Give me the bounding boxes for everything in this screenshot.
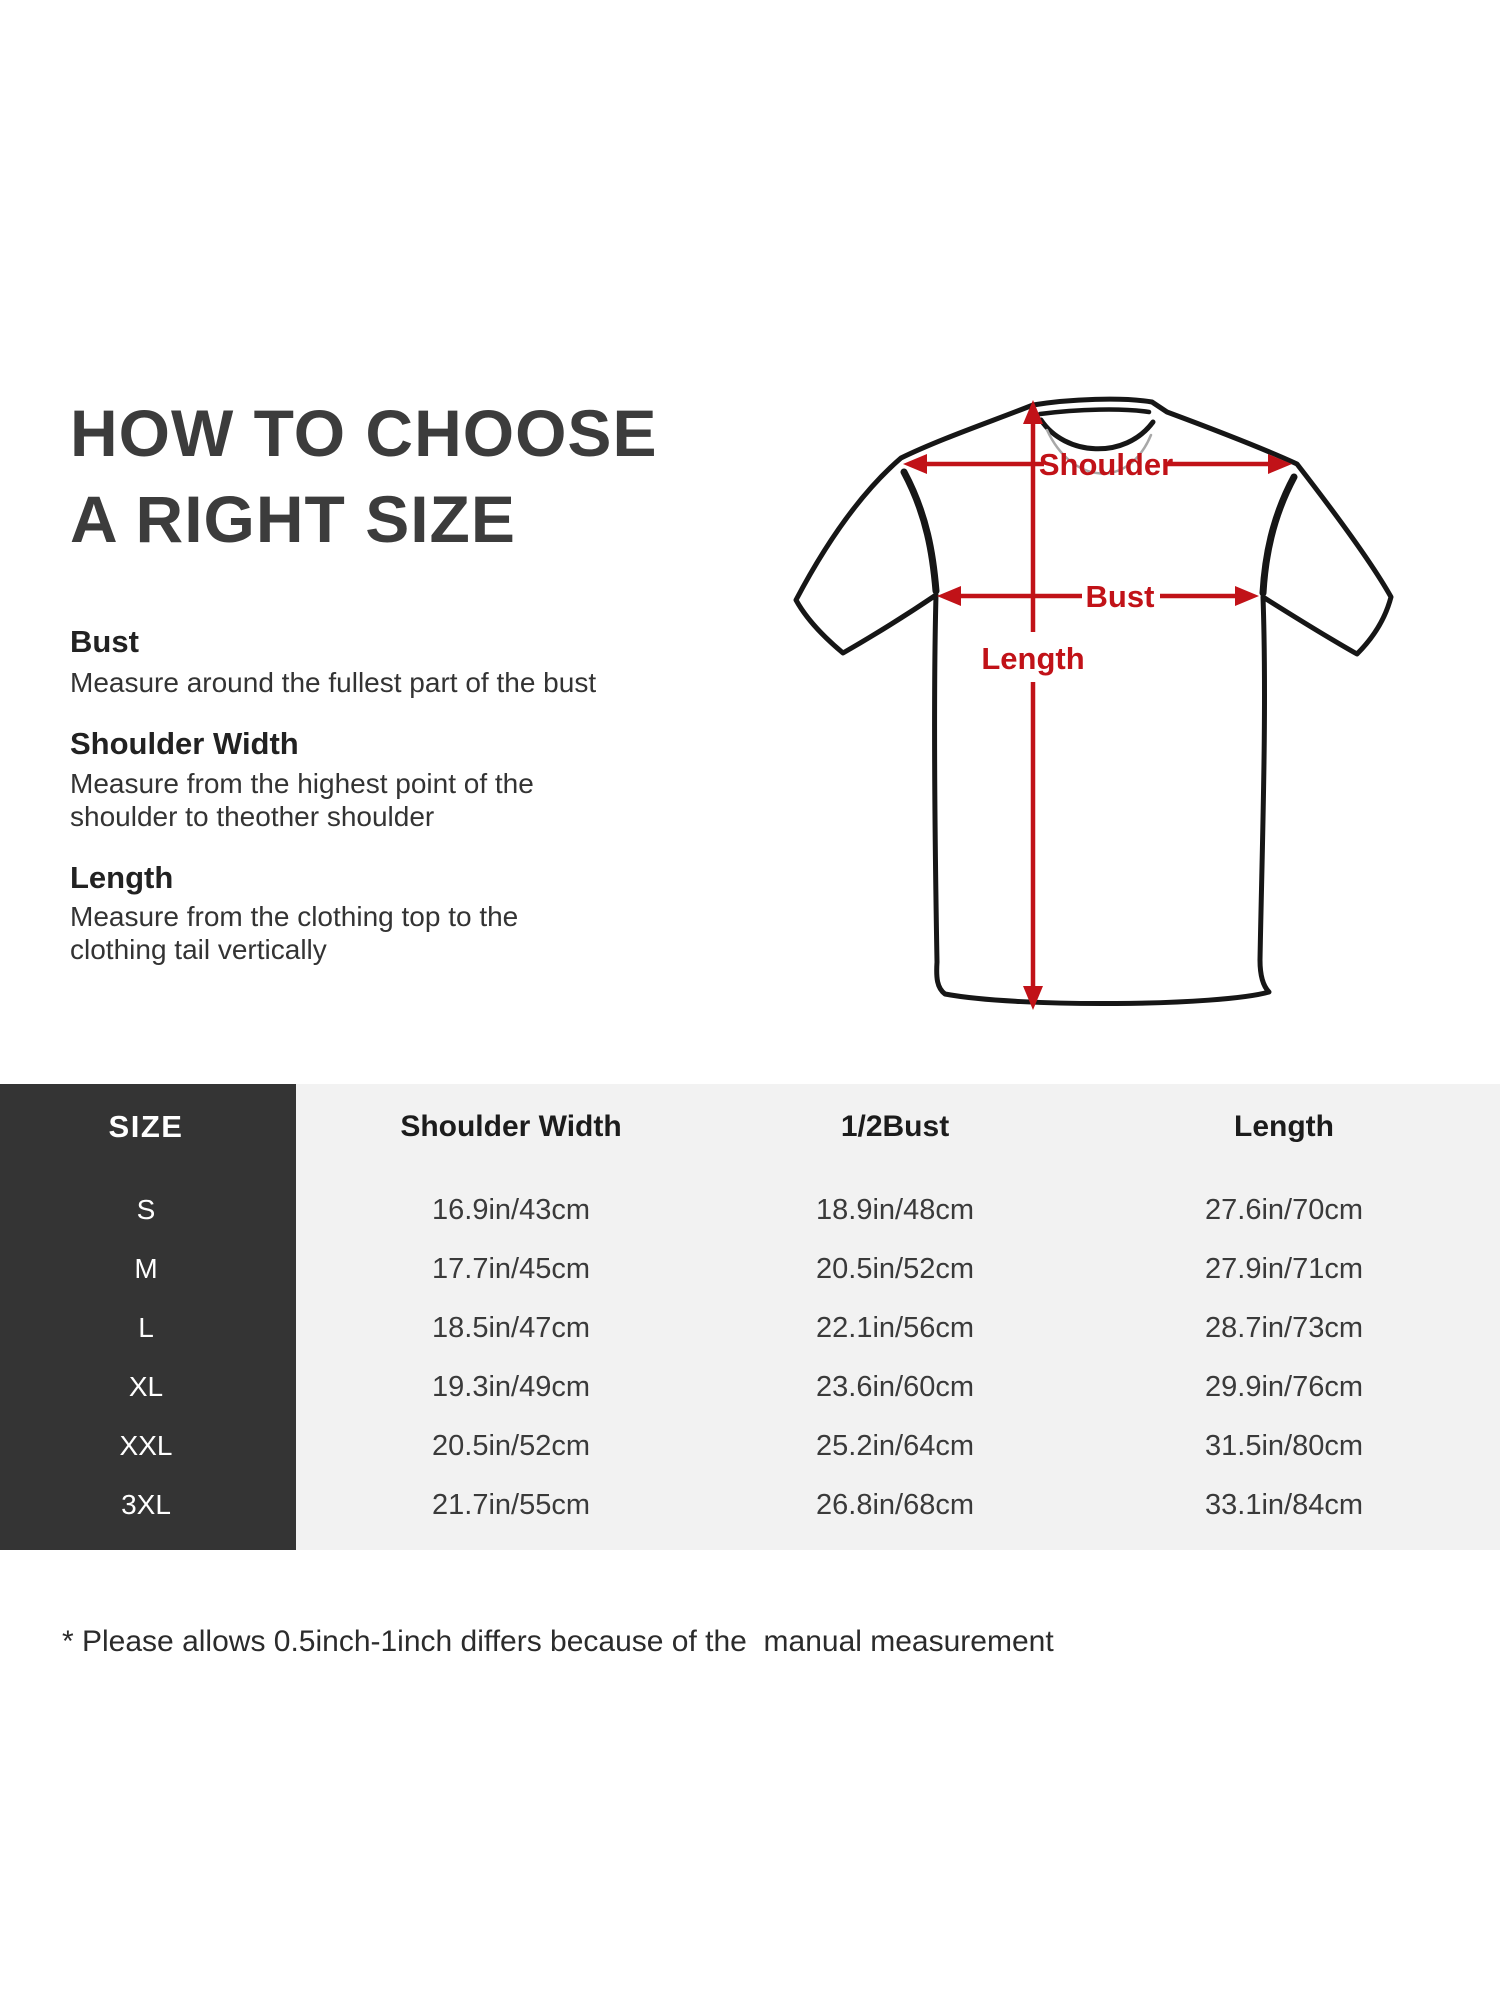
table-row-xl-half-bust: 23.6in/60cm (816, 1371, 974, 1403)
table-row-s-length: 27.6in/70cm (1205, 1194, 1363, 1226)
instruction-heading-length: Length (70, 860, 174, 895)
table-row-xxl-length: 31.5in/80cm (1205, 1430, 1363, 1462)
column-header-shoulder-width: Shoulder Width (400, 1110, 622, 1143)
instruction-text-shoulder-width-line1: Measure from the highest point of the (70, 768, 534, 799)
table-row-l-length: 28.7in/73cm (1205, 1312, 1363, 1344)
shoulder-label: Shoulder (1038, 447, 1174, 482)
table-row-xxl-shoulder-width: 20.5in/52cm (432, 1430, 590, 1462)
instruction-text-length-line1: Measure from the clothing top to the (70, 901, 519, 932)
table-row-s-half-bust: 18.9in/48cm (816, 1194, 974, 1226)
page-title-line1: HOW TO CHOOSE (70, 396, 658, 470)
instruction-text-bust: Measure around the fullest part of the bust (70, 667, 597, 698)
column-header-half-bust: 1/2Bust (840, 1110, 950, 1143)
table-row-m-length: 27.9in/71cm (1205, 1253, 1363, 1285)
table-row-l-half-bust: 22.1in/56cm (816, 1312, 974, 1344)
table-row-xxl-size: XXL (119, 1430, 173, 1461)
table-row-xl-length: 29.9in/76cm (1205, 1371, 1363, 1403)
tshirt-outline (796, 399, 1391, 1003)
table-row-m-shoulder-width: 17.7in/45cm (432, 1253, 590, 1285)
page-title-line2: A RIGHT SIZE (70, 482, 516, 556)
table-row-xxl-half-bust: 25.2in/64cm (816, 1430, 974, 1462)
table-row-l-size: L (138, 1312, 154, 1343)
table-row-xl-shoulder-width: 19.3in/49cm (432, 1371, 590, 1403)
table-row-3xl-length: 33.1in/84cm (1205, 1489, 1363, 1521)
column-header-length: Length (1234, 1110, 1334, 1143)
table-row-3xl-size: 3XL (121, 1489, 171, 1520)
instruction-heading-shoulder-width: Shoulder Width (70, 726, 299, 761)
table-row-s-shoulder-width: 16.9in/43cm (432, 1194, 590, 1226)
table-row-xl-size: XL (128, 1371, 164, 1402)
measurement-disclaimer: * Please allows 0.5inch-1inch differs because of the manual measurement (62, 1625, 1054, 1658)
size-column-header: SIZE (108, 1109, 184, 1144)
table-row-3xl-half-bust: 26.8in/68cm (816, 1489, 974, 1521)
table-row-l-shoulder-width: 18.5in/47cm (432, 1312, 590, 1344)
table-row-m-half-bust: 20.5in/52cm (816, 1253, 974, 1285)
bust-label: Bust (1085, 579, 1155, 614)
instruction-text-length-line2: clothing tail vertically (70, 934, 327, 965)
instruction-text-shoulder-width-line2: shoulder to theother shoulder (70, 801, 435, 832)
length-label: Length (981, 641, 1085, 676)
table-row-s-size: S (136, 1194, 156, 1225)
table-row-m-size: M (134, 1253, 158, 1284)
tshirt-measurement-diagram (600, 380, 1500, 1060)
instruction-heading-bust: Bust (70, 624, 139, 659)
table-row-3xl-shoulder-width: 21.7in/55cm (432, 1489, 590, 1521)
